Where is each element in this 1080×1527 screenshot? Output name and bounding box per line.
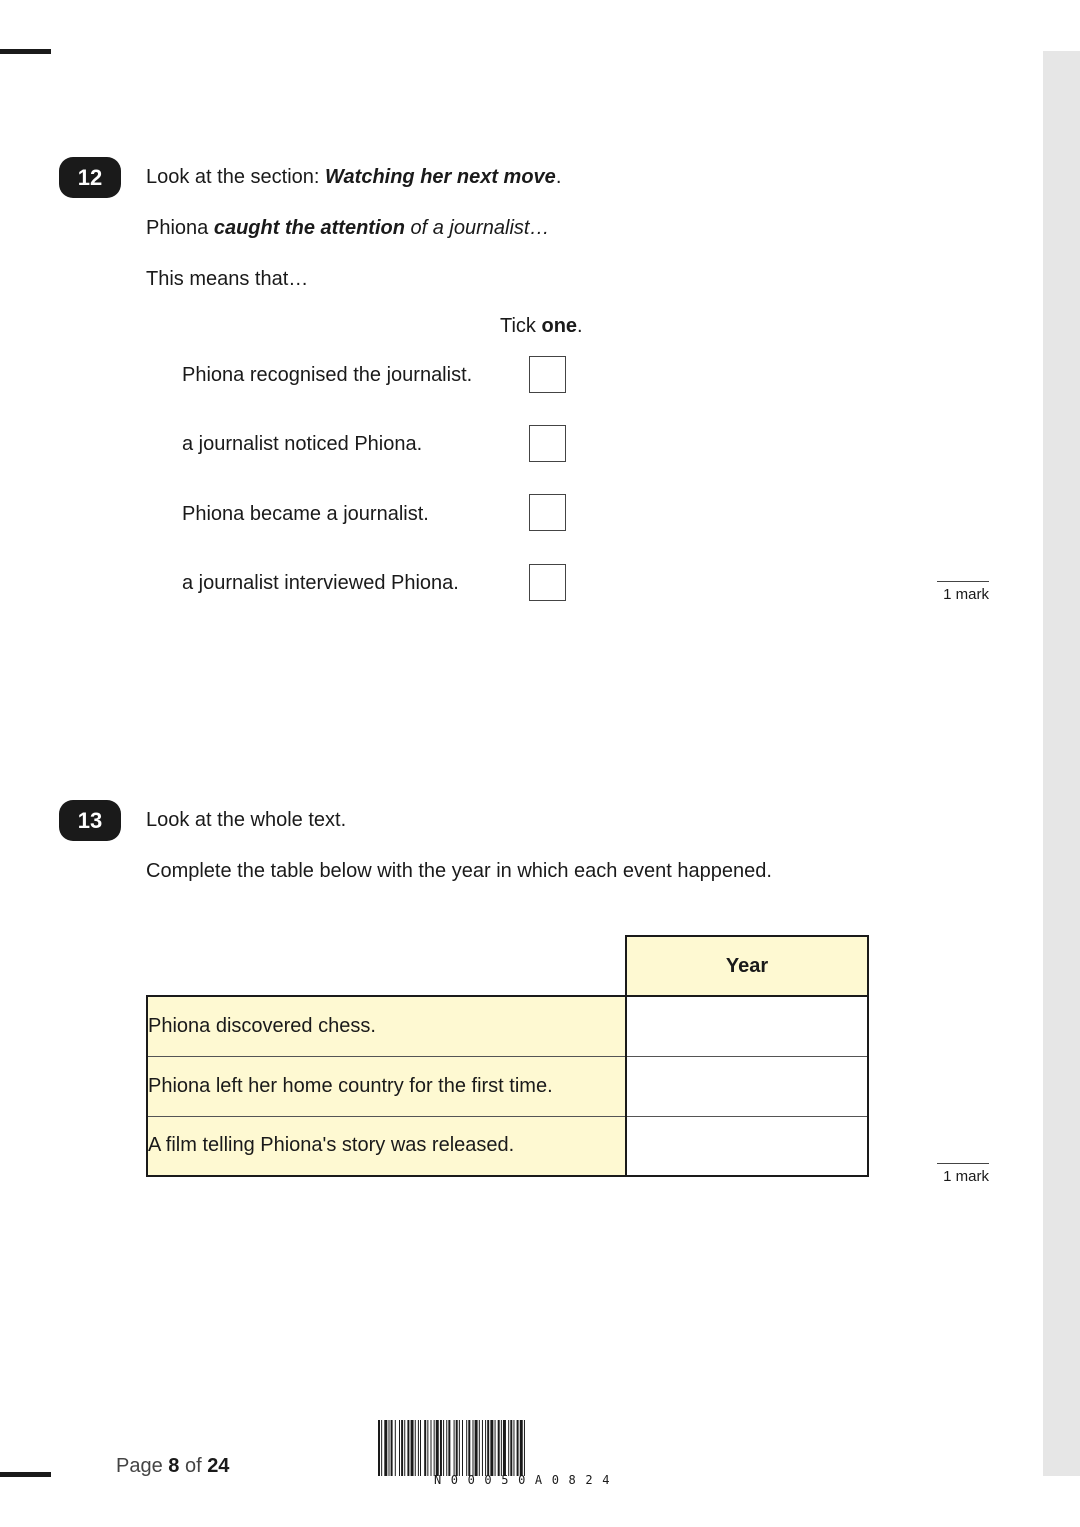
barcode-bar <box>434 1420 435 1476</box>
barcode-bar <box>473 1420 474 1476</box>
barcode-bar <box>501 1420 502 1476</box>
table-header-blank <box>147 936 626 996</box>
barcode-bar <box>487 1420 489 1476</box>
barcode-bar <box>378 1420 380 1476</box>
table-header-row <box>147 936 868 996</box>
q13-mark: 1 mark <box>937 1163 989 1185</box>
barcode-bar <box>475 1420 478 1476</box>
barcode-bar <box>456 1420 458 1476</box>
table-row <box>147 996 868 1056</box>
barcode-bar <box>391 1420 393 1476</box>
option-2-tickbox[interactable] <box>529 425 566 462</box>
crop-mark-bottom <box>0 1472 51 1477</box>
barcode-bar <box>427 1420 428 1476</box>
barcode-bar <box>446 1420 447 1476</box>
event-cell: A film telling Phiona's story was released. <box>147 1116 626 1176</box>
tick-one-label <box>500 315 583 338</box>
barcode-icon <box>378 1420 675 1476</box>
barcode-bar <box>503 1420 506 1476</box>
barcode-bar <box>468 1420 470 1476</box>
barcode-bar <box>524 1420 525 1476</box>
right-margin-strip <box>1043 51 1080 1476</box>
tick-label-end: . <box>577 315 583 337</box>
question-12-number: 12 <box>59 157 121 198</box>
q12-instruction <box>146 166 561 189</box>
barcode-bar <box>513 1420 514 1476</box>
barcode-bar <box>395 1420 396 1476</box>
barcode-bar <box>424 1420 426 1476</box>
barcode-bar <box>517 1420 519 1476</box>
tick-label-text: Tick <box>500 315 542 337</box>
q13-prompt: Complete the table below with the year in which each event happened. <box>146 860 772 882</box>
event-cell: Phiona left her home country for the first time. <box>147 1056 626 1116</box>
barcode-bar <box>482 1420 483 1476</box>
year-answer-cell[interactable] <box>626 1056 868 1116</box>
year-column-header: Year <box>626 936 868 996</box>
year-answer-cell[interactable] <box>626 996 868 1056</box>
barcode-bar <box>520 1420 523 1476</box>
q12-instruction-text: Look at the section: <box>146 166 326 188</box>
barcode-bar <box>495 1420 496 1476</box>
barcode-bar <box>508 1420 509 1476</box>
barcode-bar <box>448 1420 450 1476</box>
barcode-bar <box>466 1420 467 1476</box>
option-1-tickbox[interactable] <box>529 356 566 393</box>
barcode-bar <box>431 1420 432 1476</box>
page-total: 24 <box>207 1455 230 1477</box>
option-4-label: a journalist interviewed Phiona. <box>182 572 459 594</box>
barcode-text: N00050A0824 <box>433 1473 620 1487</box>
event-cell: Phiona discovered chess. <box>147 996 626 1056</box>
page-number <box>116 1455 229 1478</box>
barcode-bar <box>404 1420 405 1476</box>
year-answer-cell[interactable] <box>626 1116 868 1176</box>
barcode-bar <box>415 1420 416 1476</box>
barcode-bar <box>479 1420 480 1476</box>
tick-label-emph: one <box>541 315 578 337</box>
barcode-bar <box>389 1420 390 1476</box>
option-2-label: a journalist noticed Phiona. <box>182 433 423 455</box>
barcode-bar <box>462 1420 463 1476</box>
q12-quote <box>146 217 549 240</box>
option-4-tickbox[interactable] <box>529 564 566 601</box>
crop-mark-top <box>0 49 51 54</box>
option-3-label: Phiona became a journalist. <box>182 503 429 525</box>
page-current: 8 <box>168 1455 180 1477</box>
barcode-bar <box>459 1420 460 1476</box>
table-row <box>147 1116 868 1176</box>
barcode-bar <box>490 1420 493 1476</box>
q12-quote-phrase: caught the attention <box>213 217 405 239</box>
barcode-bar <box>443 1420 444 1476</box>
page-prefix: Page <box>116 1455 169 1477</box>
year-table <box>146 935 869 1177</box>
option-3-tickbox[interactable] <box>529 494 566 531</box>
barcode-bar <box>440 1420 442 1476</box>
barcode-bar <box>510 1420 512 1476</box>
table-row <box>147 1056 868 1116</box>
q12-instruction-end: . <box>555 166 562 188</box>
barcode-bar <box>411 1420 414 1476</box>
barcode-bar <box>401 1420 403 1476</box>
question-13-number: 13 <box>59 800 121 841</box>
barcode-bar <box>418 1420 419 1476</box>
q12-quote-start: Phiona <box>146 217 214 239</box>
barcode-bar <box>399 1420 400 1476</box>
barcode-bar <box>381 1420 382 1476</box>
barcode-bar <box>420 1420 421 1476</box>
option-1-label: Phiona recognised the journalist. <box>182 364 473 386</box>
barcode-bar <box>454 1420 455 1476</box>
q13-instruction: Look at the whole text. <box>146 809 347 831</box>
q12-mark: 1 mark <box>937 581 989 603</box>
barcode-bar <box>384 1420 387 1476</box>
q12-quote-end: of a journalist… <box>404 217 550 239</box>
barcode-bar <box>498 1420 500 1476</box>
q12-prompt: This means that… <box>146 268 309 290</box>
barcode-bar <box>407 1420 409 1476</box>
barcode-bar <box>436 1420 439 1476</box>
q12-section-title: Watching her next move <box>325 166 556 188</box>
page-separator: of <box>179 1455 208 1477</box>
barcode-bar <box>485 1420 486 1476</box>
